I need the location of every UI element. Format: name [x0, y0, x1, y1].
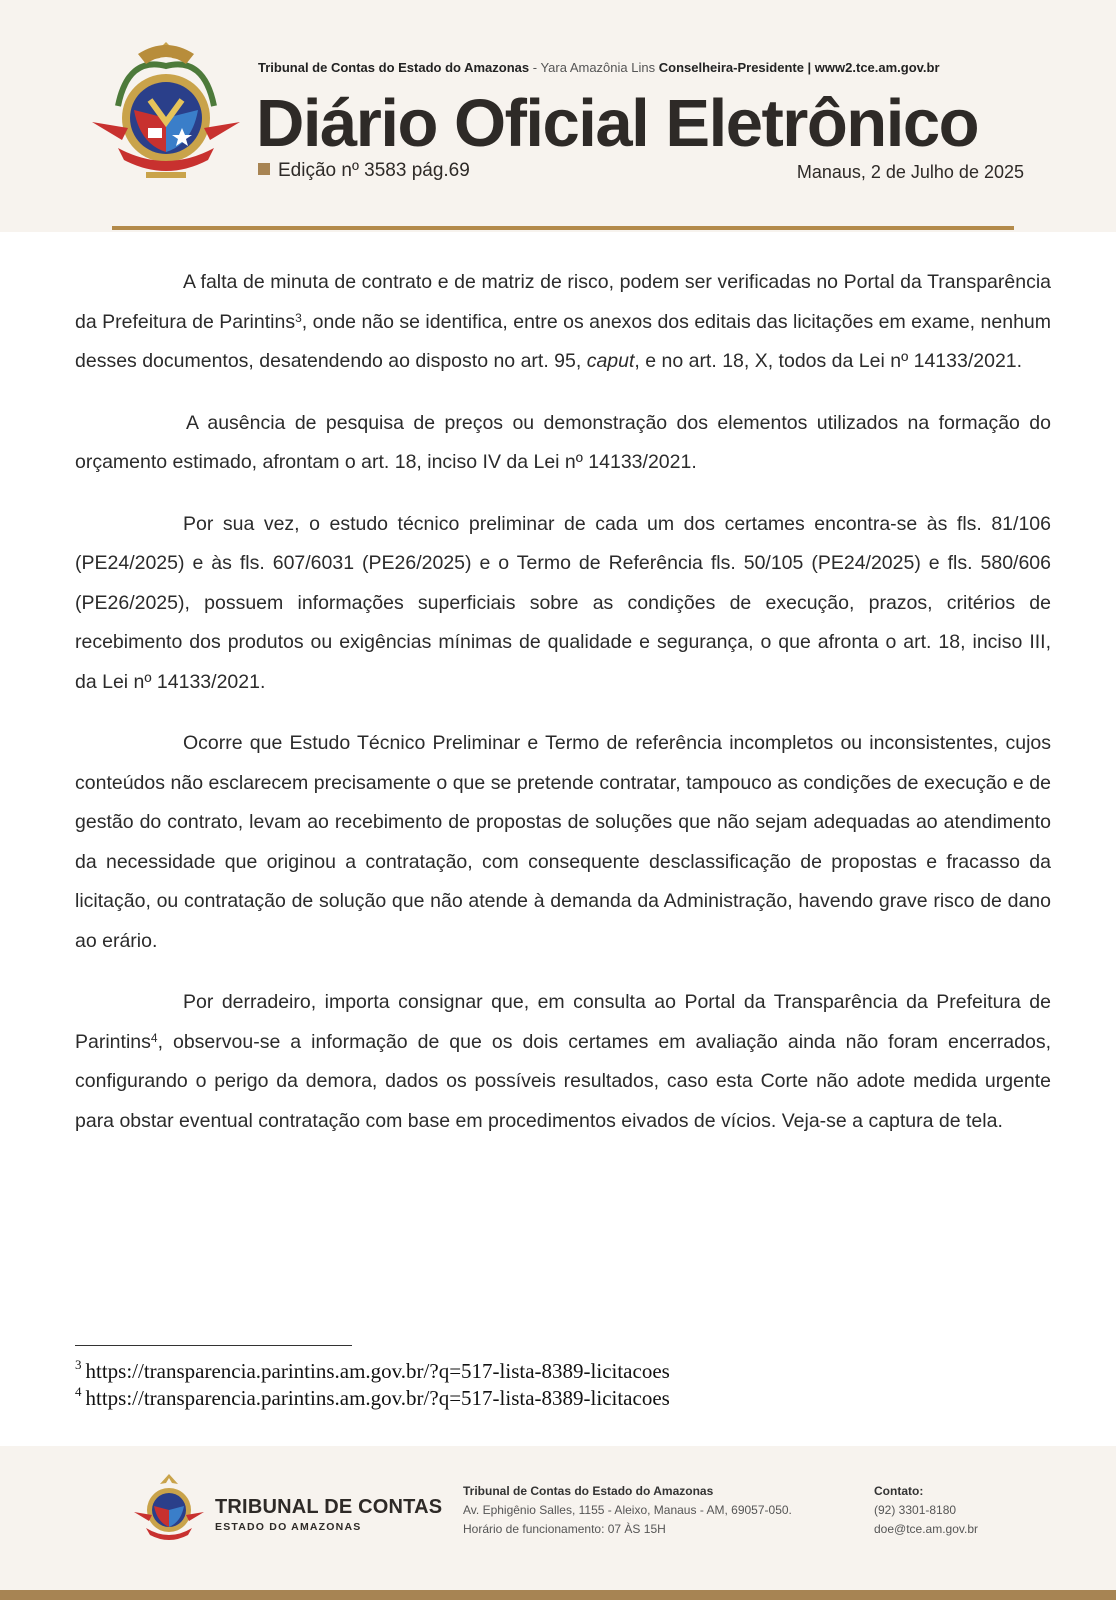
footer-address: [463, 1482, 792, 1539]
footnote-divider: [75, 1345, 352, 1346]
president-name: Yara Amazônia Lins: [540, 60, 656, 75]
p1-text-a: A falta de minuta de contrato e de matriz de risco, podem ser verificadas no Portal da Transparência da Prefeitura de Parintins: [75, 271, 1051, 333]
publication-date: Manaus, 2 de Julho de 2025: [796, 162, 1024, 182]
footnote-number: 3: [75, 1357, 82, 1372]
footer-phone[interactable]: (92) 3301-8180: [874, 1503, 957, 1517]
p1-text-c: , e no art. 18, X, todos da Lei nº 14133/2021.: [634, 350, 1023, 372]
paragraph-1: [75, 263, 1051, 382]
footer-email[interactable]: doe@tce.am.gov.br: [874, 1522, 979, 1536]
edition-square-icon: [258, 163, 270, 175]
footer-contact-title: Contato:: [874, 1484, 924, 1498]
header: [0, 0, 1116, 232]
footer-brand: [215, 1496, 442, 1533]
footnotes: [75, 1358, 670, 1412]
p5-text-b: , observou-se a informação de que os dois certames em avaliação ainda não foram encerrados, configurando o perigo da demora, dados os possíveis resultados, caso esta Corte não adote medida urgente para obstar eventual contratação com base em procedimentos eivados de vícios. Veja-se a captura de tela.: [75, 1030, 1051, 1132]
separator: -: [529, 60, 541, 75]
p1-text-b: , onde não se identifica, entre os anexos dos editais das licitações em exame, nenhum desses documentos, desatendendo ao disposto no art. 95,: [75, 310, 1052, 372]
footer: [0, 1446, 1116, 1600]
footer-brand-title: TRIBUNAL DE CONTAS: [215, 1496, 443, 1518]
paragraph-4: Ocorre que Estudo Técnico Preliminar e Termo de referência incompletos ou inconsistentes, cujos conteúdos não esclarecem precisamente o que se pretende contratar, tampouco as condições de execução e de gestão do contrato, levam ao recebimento de propostas de soluções que não sejam adequadas ao atendimento da necessidade que originou a contratação, com consequente desclassificação de propostas e fracasso da licitação, ou contratação de solução que não atende à demanda da Administração, havendo grave risco de dano ao erário.: [75, 732, 1051, 952]
footer-hours: Horário de funcionamento: 07 ÀS 15H: [463, 1522, 666, 1536]
paragraph-2: A ausência de pesquisa de preços ou demonstração dos elementos utilizados na formação do orçamento estimado, afrontam o art. 18, inciso IV da Lei nº 14133/2021.: [75, 411, 1051, 473]
institution-name: Tribunal de Contas do Estado do Amazonas: [258, 60, 530, 75]
tce-crest-logo: [88, 36, 244, 186]
footnote-link[interactable]: https://transparencia.parintins.am.gov.br/?q=517-lista-8389-licitacoes: [85, 1386, 670, 1410]
footer-crest-logo: [132, 1472, 206, 1546]
document-body: [75, 263, 1051, 1163]
footer-bar: [0, 1590, 1116, 1600]
edition-text: Edição nº 3583 pág.69: [278, 160, 470, 181]
footnote-4: [75, 1385, 670, 1412]
institution-line: [258, 60, 940, 75]
president-title: Conselheira-Presidente | www2.tce.am.gov.br: [658, 60, 940, 75]
footnote-link[interactable]: https://transparencia.parintins.am.gov.br/?q=517-lista-8389-licitacoes: [85, 1359, 670, 1383]
p1-caput: caput: [586, 350, 635, 372]
footer-address-title: Tribunal de Contas do Estado do Amazonas: [463, 1484, 714, 1498]
footnote-3: [75, 1358, 670, 1385]
footer-contact: [874, 1482, 978, 1539]
masthead-title: Diário Oficial Eletrônico: [256, 86, 979, 161]
header-divider: [112, 226, 1014, 230]
edition-info: [258, 160, 470, 182]
p5-text-a: Por derradeiro, importa consignar que, em consulta ao Portal da Transparência da Prefeitura de Parintins: [75, 991, 1051, 1053]
footnote-number: 4: [75, 1384, 82, 1399]
paragraph-5: [75, 983, 1051, 1141]
paragraph-3: Por sua vez, o estudo técnico preliminar de cada um dos certames encontra-se às fls. 81/106 (PE24/2025) e às fls. 607/6031 (PE26/2025) e o Termo de Referência fls. 50/105 (PE24/2025) e fls. 580/606 (PE26/2025), possuem informações superficiais sobre as condições de execução, prazos, critérios de recebimento dos produtos ou exigências mínimas de qualidade e segurança, o que afronta o art. 18, inciso III, da Lei nº 14133/2021.: [75, 512, 1051, 693]
footnote-ref-4: 4: [150, 1030, 158, 1045]
footer-brand-subtitle: ESTADO DO AMAZONAS: [215, 1521, 362, 1533]
footer-address-line: Av. Ephigênio Salles, 1155 - Aleixo, Manaus - AM, 69057-050.: [463, 1503, 792, 1517]
footnote-ref-3: 3: [295, 310, 302, 325]
